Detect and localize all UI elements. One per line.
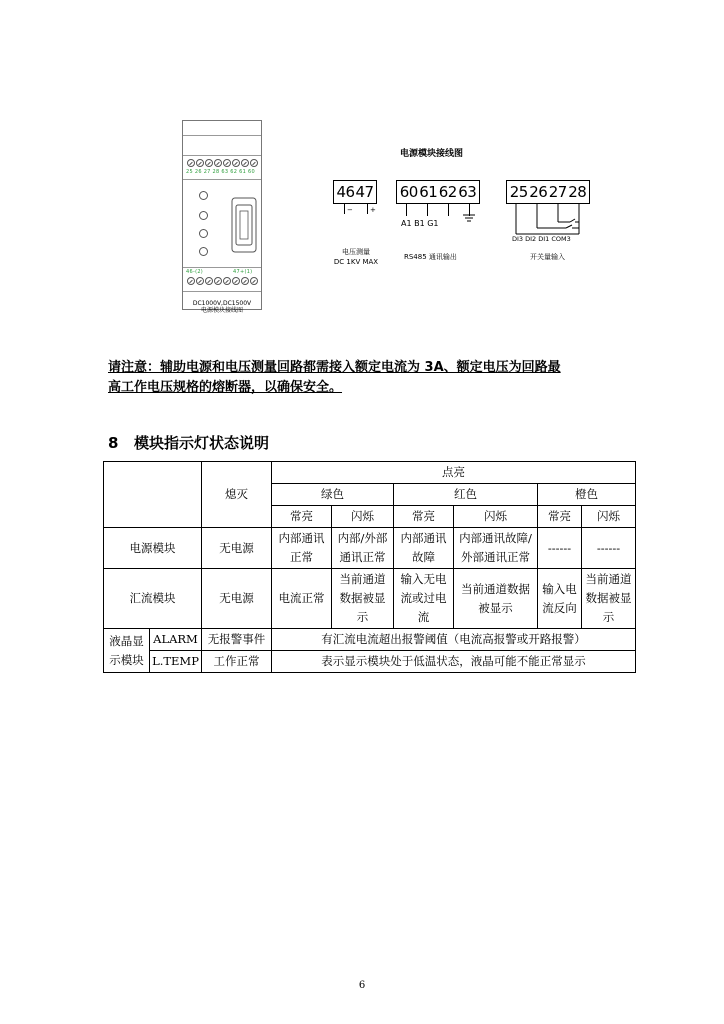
terminal-block-voltage — [333, 180, 377, 204]
terminal-screw-icon — [214, 159, 222, 167]
row-combiner-green-blink: 当前通道数据被显示 — [332, 569, 394, 629]
terminal-screw-icon — [250, 277, 258, 285]
switch-input-wiring — [506, 204, 592, 236]
header-off: 熄灭 — [202, 462, 272, 528]
header-green-blink: 闪烁 — [332, 506, 394, 528]
device-bottom-right-numbers: 47+(1) — [233, 269, 253, 275]
minus-sign: − — [347, 206, 353, 214]
voltage-measure-label-line1: 电压测量 — [342, 248, 370, 256]
terminal-61: 61 — [419, 183, 438, 201]
terminal-block-digital-input — [506, 180, 590, 204]
terminal-screw-icon — [196, 277, 204, 285]
terminal-25: 25 — [509, 183, 528, 201]
row-combiner-off: 无电源 — [202, 569, 272, 629]
safety-notice — [108, 358, 622, 398]
section-heading — [108, 432, 269, 453]
row-lcd-ltemp-name: L.TEMP — [150, 651, 202, 673]
power-module-device-drawing — [182, 120, 262, 310]
safety-notice-line2: 高工作电压规格的熔断器，以确保安全。 — [108, 380, 343, 395]
table-corner-cell — [104, 462, 202, 528]
connector-socket-icon — [231, 197, 257, 253]
wiring-diagram-title: 电源模块接线图 — [400, 149, 464, 159]
ground-symbol-icon — [462, 214, 476, 222]
row-combiner-name: 汇流模块 — [104, 569, 202, 629]
terminal-28: 28 — [568, 183, 587, 201]
row-lcd-ltemp-desc: 表示显示模块处于低温状态，液晶可能不能正常显示 — [272, 651, 636, 673]
terminal-screw-icon — [187, 159, 195, 167]
voltage-measure-label-line2: DC 1KV MAX — [333, 258, 379, 266]
header-red-blink: 闪烁 — [454, 506, 538, 528]
table-row — [104, 629, 636, 651]
row-combiner-green-steady: 电流正常 — [272, 569, 332, 629]
row-combiner-orange-blink: 当前通道数据被显示 — [582, 569, 636, 629]
digital-input-labels: DI3 DI2 DI1 COM3 — [512, 235, 571, 243]
device-bottom-left-numbers: 46-(2) — [186, 269, 204, 275]
row-lcd-alarm-off: 无报警事件 — [202, 629, 272, 651]
rs485-output-label: RS485 通讯输出 — [404, 253, 457, 261]
device-caption-line1: DC1000V,DC1500V — [192, 300, 252, 307]
terminal-screw-icon — [223, 159, 231, 167]
terminal-26: 26 — [529, 183, 548, 201]
terminal-screw-icon — [241, 159, 249, 167]
table-row — [104, 528, 636, 569]
switch-input-label: 开关量输入 — [530, 253, 565, 261]
row-combiner-orange-steady: 输入电流反向 — [538, 569, 582, 629]
indicator-light-icon — [199, 211, 208, 220]
section-number: 8 — [108, 434, 119, 452]
table-row — [104, 569, 636, 629]
row-power-orange-blink: ------ — [582, 528, 636, 569]
safety-notice-line1: 请注意：辅助电源和电压测量回路都需接入额定电流为 3A、额定电压为回路最 — [108, 360, 561, 375]
row-lcd-alarm-desc: 有汇流电流超出报警阈值（电流高报警或开路报警） — [272, 629, 636, 651]
voltage-measure-label — [330, 247, 382, 267]
header-lit: 点亮 — [272, 462, 636, 484]
terminal-block-rs485 — [396, 180, 480, 204]
terminal-47: 47 — [355, 183, 374, 201]
section-title: 模块指示灯状态说明 — [134, 434, 270, 452]
terminal-27: 27 — [548, 183, 567, 201]
terminal-screw-icon — [187, 277, 195, 285]
row-lcd-name: 液晶显示模块 — [104, 629, 150, 673]
row-power-off: 无电源 — [202, 528, 272, 569]
row-lcd-alarm-name: ALARM — [150, 629, 202, 651]
row-lcd-ltemp-off: 工作正常 — [202, 651, 272, 673]
terminal-screw-icon — [250, 159, 258, 167]
header-orange-steady: 常亮 — [538, 506, 582, 528]
header-green: 绿色 — [272, 484, 394, 506]
terminal-63: 63 — [458, 183, 477, 201]
terminal-screw-icon — [205, 159, 213, 167]
terminal-screw-icon — [214, 277, 222, 285]
header-red-steady: 常亮 — [394, 506, 454, 528]
page-number: 6 — [358, 980, 366, 991]
plus-sign: + — [370, 206, 376, 214]
indicator-light-icon — [199, 229, 208, 238]
terminal-screw-icon — [205, 277, 213, 285]
indicator-light-icon — [199, 247, 208, 256]
indicator-status-table — [103, 461, 636, 673]
table-row — [104, 651, 636, 673]
header-green-steady: 常亮 — [272, 506, 332, 528]
terminal-60: 60 — [399, 183, 418, 201]
row-power-orange-steady: ------ — [538, 528, 582, 569]
terminal-62: 62 — [438, 183, 457, 201]
header-red: 红色 — [394, 484, 538, 506]
header-orange-blink: 闪烁 — [582, 506, 636, 528]
row-combiner-red-steady: 输入无电流或过电流 — [394, 569, 454, 629]
device-top-terminal-numbers: 25 26 27 28 63 62 61 60 — [186, 169, 255, 175]
terminal-screw-icon — [223, 277, 231, 285]
terminal-screw-icon — [196, 159, 204, 167]
terminal-screw-icon — [241, 277, 249, 285]
header-orange: 橙色 — [538, 484, 636, 506]
terminal-screw-icon — [232, 277, 240, 285]
row-power-red-steady: 内部通讯故障 — [394, 528, 454, 569]
terminal-46: 46 — [336, 183, 355, 201]
row-power-red-blink: 内部通讯故障/外部通讯正常 — [454, 528, 538, 569]
device-caption-line2: 电源模块接线图 — [200, 307, 243, 314]
device-caption — [172, 300, 272, 314]
indicator-light-icon — [199, 191, 208, 200]
rs485-signal-labels: A1 B1 G1 — [401, 219, 439, 228]
row-power-name: 电源模块 — [104, 528, 202, 569]
row-combiner-red-blink: 当前通道数据被显示 — [454, 569, 538, 629]
row-power-green-blink: 内部/外部通讯正常 — [332, 528, 394, 569]
terminal-screw-icon — [232, 159, 240, 167]
row-power-green-steady: 内部通讯正常 — [272, 528, 332, 569]
